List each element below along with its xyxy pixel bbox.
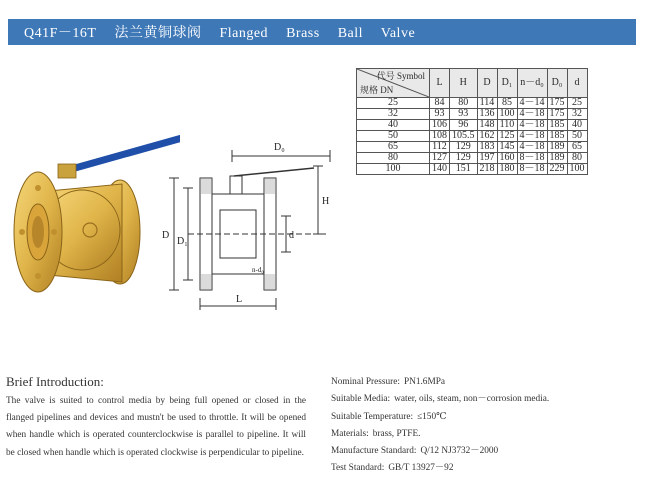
- column-header: D: [477, 69, 497, 98]
- table-cell: 65: [567, 142, 587, 153]
- table-cell: 189: [547, 142, 567, 153]
- param-row: [331, 374, 636, 391]
- dim-label-d: D: [162, 230, 170, 241]
- spec-table: [356, 68, 588, 175]
- table-cell: 218: [477, 164, 497, 175]
- corner-symbol-label: 代号 Symbol: [376, 71, 425, 81]
- table-row: [357, 98, 588, 109]
- param-value: brass, PTFE.: [372, 428, 421, 439]
- table-row: [357, 164, 588, 175]
- table-cell: 32: [567, 109, 587, 120]
- param-label: Materials:: [331, 428, 369, 439]
- dim-label-h: H: [322, 196, 330, 207]
- title-en-word: Brass: [286, 26, 320, 41]
- intro-text: The valve is suited to control media by being full opened or closed in the flanged pipelines and devices and mustn't be used to throttle. It will be opened when handle which is operated counterclockwise is parallel to pipeline. It will be closed when handle which is operated clockwise is perpendicular to pipeline.: [6, 396, 306, 458]
- table-cell: 4－14: [517, 98, 547, 109]
- column-header: H: [450, 69, 478, 98]
- table-cell: 110: [497, 120, 517, 131]
- dn-cell: 100: [357, 164, 430, 175]
- table-row: [357, 109, 588, 120]
- table-cell: 185: [547, 131, 567, 142]
- param-value: ≤150℃: [417, 411, 447, 422]
- column-header: D₀: [547, 69, 567, 98]
- table-row: [357, 120, 588, 131]
- dn-cell: 40: [357, 120, 430, 131]
- title-code: Q41F－16T: [24, 26, 97, 41]
- param-label: Suitable Media:: [331, 394, 391, 405]
- table-cell: 129: [450, 153, 478, 164]
- table-cell: 80: [450, 98, 478, 109]
- table-cell: 162: [477, 131, 497, 142]
- table-cell: 145: [497, 142, 517, 153]
- column-header: d: [567, 69, 587, 98]
- dim-label-l: L: [236, 294, 243, 305]
- table-cell: 93: [430, 109, 450, 120]
- table-row: [357, 153, 588, 164]
- column-header: D₁: [497, 69, 517, 98]
- valve-drawing: [158, 132, 358, 312]
- table-cell: 93: [450, 109, 478, 120]
- param-value: PN1.6MPa: [403, 377, 446, 387]
- table-cell: 114: [477, 98, 497, 109]
- parameter-list: [331, 374, 636, 478]
- corner-dn-label: 规格 DN: [360, 85, 394, 95]
- table-cell: 108: [430, 131, 450, 142]
- table-cell: 180: [497, 164, 517, 175]
- table-row: [357, 142, 588, 153]
- header-bar: [8, 19, 636, 45]
- param-value: GB/T 13927－92: [388, 463, 454, 474]
- page-title: [24, 22, 429, 42]
- title-en-word: Ball: [337, 26, 364, 41]
- table-cell: 100: [567, 164, 587, 175]
- param-row: [331, 426, 636, 443]
- table-cell: 129: [450, 142, 478, 153]
- table-cell: 25: [567, 98, 587, 109]
- table-cell: 112: [430, 142, 450, 153]
- param-value: water, oils, steam, non－corrosion media.: [394, 394, 550, 405]
- table-cell: 50: [567, 131, 587, 142]
- param-row: [331, 391, 636, 408]
- param-label: Test Standard:: [331, 463, 385, 474]
- intro-title: Brief Introduction:: [6, 374, 104, 389]
- param-row: [331, 443, 636, 460]
- table-cell: 105.5: [450, 131, 478, 142]
- table-cell: 175: [547, 98, 567, 109]
- table-cell: 40: [567, 120, 587, 131]
- table-corner: [357, 69, 430, 98]
- dn-cell: 65: [357, 142, 430, 153]
- title-cn: 法兰黄铜球阀: [114, 26, 202, 41]
- param-label: Manufacture Standard:: [331, 446, 417, 457]
- spec-table-body: [357, 98, 588, 175]
- table-cell: 106: [430, 120, 450, 131]
- table-cell: 197: [477, 153, 497, 164]
- table-cell: 189: [547, 153, 567, 164]
- param-row: [331, 409, 636, 426]
- table-cell: 8－18: [517, 153, 547, 164]
- column-header: n－d₀: [517, 69, 547, 98]
- dim-label-bolt: n-d₀: [252, 266, 264, 274]
- title-en-word: Valve: [380, 26, 416, 41]
- dn-cell: 50: [357, 131, 430, 142]
- table-cell: 96: [450, 120, 478, 131]
- dim-label-d1: D₁: [177, 236, 188, 247]
- dim-label-d0: D₀: [274, 142, 285, 153]
- table-cell: 85: [497, 98, 517, 109]
- table-cell: 183: [477, 142, 497, 153]
- table-cell: 8－18: [517, 164, 547, 175]
- table-cell: 4－18: [517, 131, 547, 142]
- table-cell: 151: [450, 164, 478, 175]
- dn-cell: 25: [357, 98, 430, 109]
- dn-cell: 32: [357, 109, 430, 120]
- table-cell: 185: [547, 120, 567, 131]
- table-cell: 136: [477, 109, 497, 120]
- table-cell: 100: [497, 109, 517, 120]
- param-value: Q/12 NJ3732－2000: [420, 446, 499, 457]
- dn-cell: 80: [357, 153, 430, 164]
- param-label: Suitable Temperature:: [331, 411, 414, 422]
- column-header: L: [430, 69, 450, 98]
- table-cell: 229: [547, 164, 567, 175]
- title-en-word: Flanged: [219, 26, 269, 41]
- table-cell: 160: [497, 153, 517, 164]
- table-cell: 84: [430, 98, 450, 109]
- param-label: Nominal Pressure:: [331, 377, 400, 387]
- table-cell: 175: [547, 109, 567, 120]
- valve-photo: [10, 132, 180, 307]
- table-cell: 4－18: [517, 142, 547, 153]
- table-cell: 125: [497, 131, 517, 142]
- param-row: [331, 460, 636, 477]
- table-cell: 148: [477, 120, 497, 131]
- table-cell: 80: [567, 153, 587, 164]
- dim-label-small-d: d: [289, 230, 294, 241]
- table-cell: 4－18: [517, 120, 547, 131]
- table-cell: 140: [430, 164, 450, 175]
- table-cell: 127: [430, 153, 450, 164]
- table-row: [357, 131, 588, 142]
- table-cell: 4－18: [517, 109, 547, 120]
